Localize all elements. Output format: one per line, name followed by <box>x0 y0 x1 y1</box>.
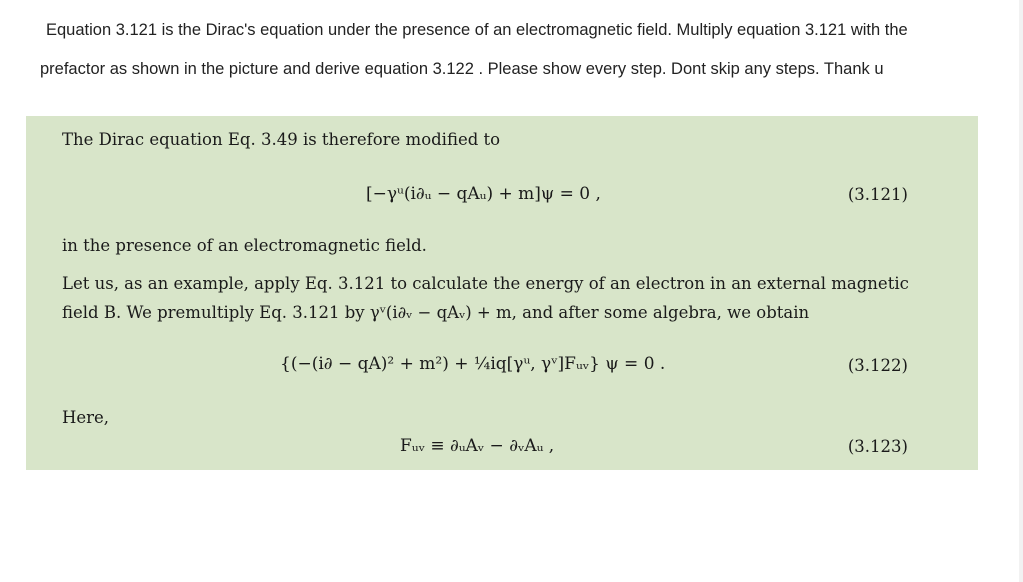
presence-paragraph: in the presence of an electromagnetic field. <box>62 236 427 255</box>
question-line-2: prefactor as shown in the picture and derive equation 3.122 . Please show every step. Dont skip any steps. Thank u <box>40 60 884 78</box>
intro-paragraph: The Dirac equation Eq. 3.49 is therefore modified to <box>62 130 501 149</box>
equation-3-123: Fᵤᵥ ≡ ∂ᵤAᵥ − ∂ᵥAᵤ , <box>400 436 555 456</box>
equation-number-3-122: (3.122) <box>847 356 908 375</box>
example-paragraph-line-1: Let us, as an example, apply Eq. 3.121 to calculate the energy of an electron in an external magnetic <box>62 274 909 293</box>
question-line-1: Equation 3.121 is the Dirac's equation under the presence of an electromagnetic field. Multiply equation 3.121 with the <box>46 21 908 39</box>
example-paragraph-line-2: field B. We premultiply Eq. 3.121 by γᵛ(i∂ᵥ − qAᵥ) + m, and after some algebra, we obtain <box>62 303 810 322</box>
here-label: Here, <box>62 408 110 427</box>
equation-3-121: [−γᵘ(i∂ᵤ − qAᵤ) + m]ψ = 0 , <box>366 184 601 204</box>
equation-number-3-123: (3.123) <box>847 437 908 456</box>
textbook-excerpt <box>26 116 978 470</box>
equation-3-122: {(−(i∂ − qA)² + m²) + ¼iq[γᵘ, γᵛ]Fᵤᵥ} ψ = 0 . <box>280 354 666 374</box>
question-text <box>0 0 1023 100</box>
equation-number-3-121: (3.121) <box>847 185 908 204</box>
scrollbar-track[interactable] <box>1019 0 1023 582</box>
